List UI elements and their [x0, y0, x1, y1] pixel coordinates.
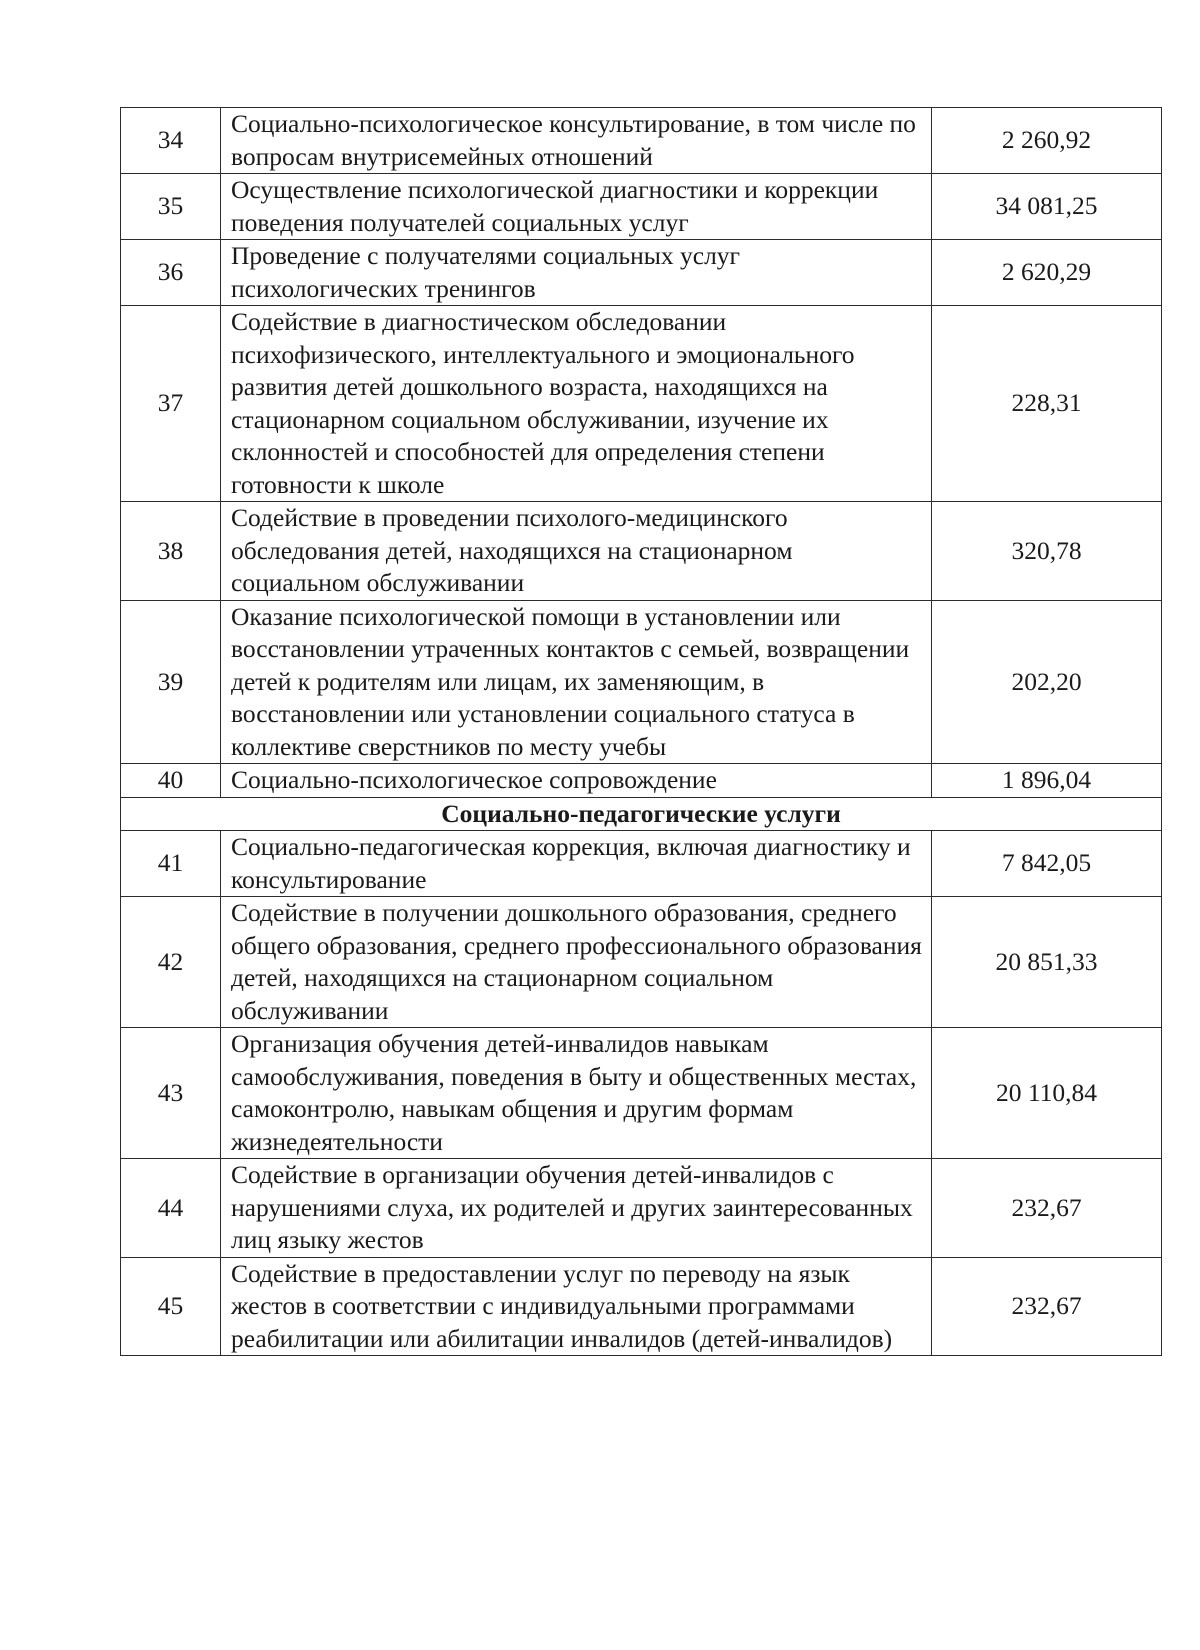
service-price: 320,78 — [932, 502, 1162, 601]
row-number: 40 — [121, 764, 221, 798]
row-number: 42 — [121, 897, 221, 1028]
service-name: Социально-педагогическая коррекция, включая диагностику и консультирование — [221, 831, 932, 897]
service-price: 2 260,92 — [932, 108, 1162, 174]
table-row — [121, 174, 1162, 240]
service-name: Проведение с получателями социальных услуг психологических тренингов — [221, 240, 932, 306]
service-price: 7 842,05 — [932, 831, 1162, 897]
table-row — [121, 1257, 1162, 1356]
row-number: 41 — [121, 831, 221, 897]
table-row — [121, 306, 1162, 502]
service-name: Социально-психологическое консультирование, в том числе по вопросам внутрисемейных отношений — [221, 108, 932, 174]
row-number: 43 — [121, 1028, 221, 1159]
table-row — [121, 600, 1162, 764]
service-name: Оказание психологической помощи в установлении или восстановлении утраченных контактов с семьей, возвращении детей к родителям или лицам, их заменяющим, в восстановлении или установлении социального статуса в коллективе сверстников по месту учебы — [221, 600, 932, 764]
service-name: Организация обучения детей-инвалидов навыкам самообслуживания, поведения в быту и общественных местах, самоконтролю, навыкам общения и другим формам жизнедеятельности — [221, 1028, 932, 1159]
service-price: 20 851,33 — [932, 897, 1162, 1028]
table-row — [121, 897, 1162, 1028]
service-price: 20 110,84 — [932, 1028, 1162, 1159]
section-row — [121, 797, 1162, 831]
table-row — [121, 502, 1162, 601]
row-number: 35 — [121, 174, 221, 240]
table-row — [121, 108, 1162, 174]
service-name: Содействие в получении дошкольного образования, среднего общего образования, среднего профессионального образования детей, находящихся на стационарном социальном обслуживании — [221, 897, 932, 1028]
row-number: 39 — [121, 600, 221, 764]
service-name: Содействие в проведении психолого-медицинского обследования детей, находящихся на стационарном социальном обслуживании — [221, 502, 932, 601]
service-name: Содействие в организации обучения детей-инвалидов с нарушениями слуха, их родителей и других заинтересованных лиц языку жестов — [221, 1159, 932, 1258]
row-number: 37 — [121, 306, 221, 502]
service-price: 232,67 — [932, 1159, 1162, 1258]
service-name: Осуществление психологической диагностики и коррекции поведения получателей социальных услуг — [221, 174, 932, 240]
service-price: 34 081,25 — [932, 174, 1162, 240]
table-row — [121, 764, 1162, 798]
row-number: 36 — [121, 240, 221, 306]
row-number: 34 — [121, 108, 221, 174]
service-price: 232,67 — [932, 1257, 1162, 1356]
table-row — [121, 240, 1162, 306]
service-price: 228,31 — [932, 306, 1162, 502]
service-name: Социально-психологическое сопровождение — [221, 764, 932, 798]
table-row — [121, 1159, 1162, 1258]
row-number: 44 — [121, 1159, 221, 1258]
service-name: Содействие в диагностическом обследовании психофизического, интеллектуального и эмоционального развития детей дошкольного возраста, находящихся на стационарном социальном обслуживании, изучение их склонностей и способностей для определения степени готовности к школе — [221, 306, 932, 502]
service-name: Содействие в предоставлении услуг по переводу на язык жестов в соответствии с индивидуальными программами реабилитации или абилитации инвалидов (детей-инвалидов) — [221, 1257, 932, 1356]
row-number: 45 — [121, 1257, 221, 1356]
row-number: 38 — [121, 502, 221, 601]
section-title: Социально-педагогические услуги — [121, 797, 1162, 831]
service-price: 1 896,04 — [932, 764, 1162, 798]
service-price: 2 620,29 — [932, 240, 1162, 306]
table-row — [121, 831, 1162, 897]
table-row — [121, 1028, 1162, 1159]
services-table — [120, 107, 1162, 1356]
service-price: 202,20 — [932, 600, 1162, 764]
